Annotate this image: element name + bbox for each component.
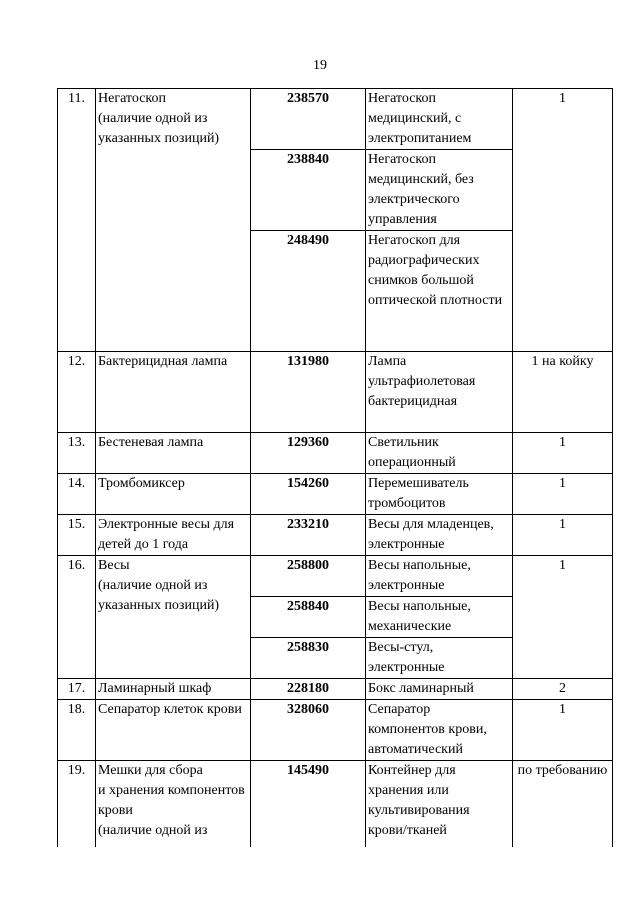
equipment-quantity: 1 xyxy=(513,89,613,352)
equipment-quantity: 1 xyxy=(513,515,613,556)
table-row xyxy=(58,556,613,597)
equipment-name: Ламинарный шкаф xyxy=(96,679,251,700)
equipment-description: Сепаратор компонентов крови, автоматический xyxy=(366,700,513,761)
equipment-code: 328060 xyxy=(251,700,366,761)
equipment-description: Светильник операционный xyxy=(366,433,513,474)
equipment-name xyxy=(96,761,251,848)
row-number: 18. xyxy=(58,700,96,761)
equipment-code: 131980 xyxy=(251,352,366,433)
equipment-code: 154260 xyxy=(251,474,366,515)
equipment-code: 238840 xyxy=(251,150,366,231)
equipment-name-text: Весы (наличие одной из указанных позиций) xyxy=(98,558,220,613)
equipment-description: Перемешиватель тромбоцитов xyxy=(366,474,513,515)
equipment-description: Весы для младенцев, электронные xyxy=(366,515,513,556)
equipment-description: Весы-стул, электронные xyxy=(366,638,513,679)
equipment-description: Негатоскоп для радиографических снимков большой оптической плотности xyxy=(366,231,513,352)
row-number: 11. xyxy=(58,89,96,352)
equipment-name xyxy=(96,89,251,352)
equipment-quantity: 2 xyxy=(513,679,613,700)
row-number: 16. xyxy=(58,556,96,679)
row-number: 15. xyxy=(58,515,96,556)
equipment-name: Бестеневая лампа xyxy=(96,433,251,474)
table-row xyxy=(58,679,613,700)
row-number: 14. xyxy=(58,474,96,515)
equipment-quantity: 1 xyxy=(513,433,613,474)
equipment-code: 228180 xyxy=(251,679,366,700)
equipment-code: 129360 xyxy=(251,433,366,474)
equipment-description: Лампа ультрафиолетовая бактерицидная xyxy=(366,352,513,433)
row-number: 12. xyxy=(58,352,96,433)
equipment-description: Контейнер для хранения или культивирования крови/тканей xyxy=(366,761,513,848)
equipment-quantity: по требованию xyxy=(513,761,613,848)
equipment-quantity: 1 на койку xyxy=(513,352,613,433)
equipment-name: Бактерицидная лампа xyxy=(96,352,251,433)
equipment-code: 258800 xyxy=(251,556,366,597)
table-row xyxy=(58,433,613,474)
row-number: 17. xyxy=(58,679,96,700)
equipment-name xyxy=(96,556,251,679)
equipment-code: 258830 xyxy=(251,638,366,679)
equipment-description: Негатоскоп медицинский, без электрического управления xyxy=(366,150,513,231)
equipment-description: Весы напольные, механические xyxy=(366,597,513,638)
equipment-description: Бокс ламинарный xyxy=(366,679,513,700)
row-number: 13. xyxy=(58,433,96,474)
table-row xyxy=(58,89,613,150)
equipment-code: 238570 xyxy=(251,89,366,150)
table-row xyxy=(58,761,613,848)
equipment-description: Весы напольные, электронные xyxy=(366,556,513,597)
equipment-description: Негатоскоп медицинский, с электропитанием xyxy=(366,89,513,150)
equipment-code: 258840 xyxy=(251,597,366,638)
equipment-name-text: Негатоскоп (наличие одной из указанных позиций) xyxy=(98,91,220,146)
page-number: 19 xyxy=(313,58,327,73)
equipment-quantity: 1 xyxy=(513,474,613,515)
equipment-code: 145490 xyxy=(251,761,366,848)
equipment-quantity: 1 xyxy=(513,700,613,761)
equipment-code: 233210 xyxy=(251,515,366,556)
equipment-quantity: 1 xyxy=(513,556,613,679)
table-row xyxy=(58,700,613,761)
equipment-name: Сепаратор клеток крови xyxy=(96,700,251,761)
table-row xyxy=(58,474,613,515)
equipment-name: Тромбомиксер xyxy=(96,474,251,515)
equipment-name: Электронные весы для детей до 1 года xyxy=(96,515,251,556)
equipment-code: 248490 xyxy=(251,231,366,352)
row-number: 19. xyxy=(58,761,96,848)
table-row xyxy=(58,352,613,433)
table-row xyxy=(58,515,613,556)
equipment-name-text: Мешки для сбора и хранения компонентов крови (наличие одной из xyxy=(98,763,245,838)
equipment-table xyxy=(57,88,613,847)
